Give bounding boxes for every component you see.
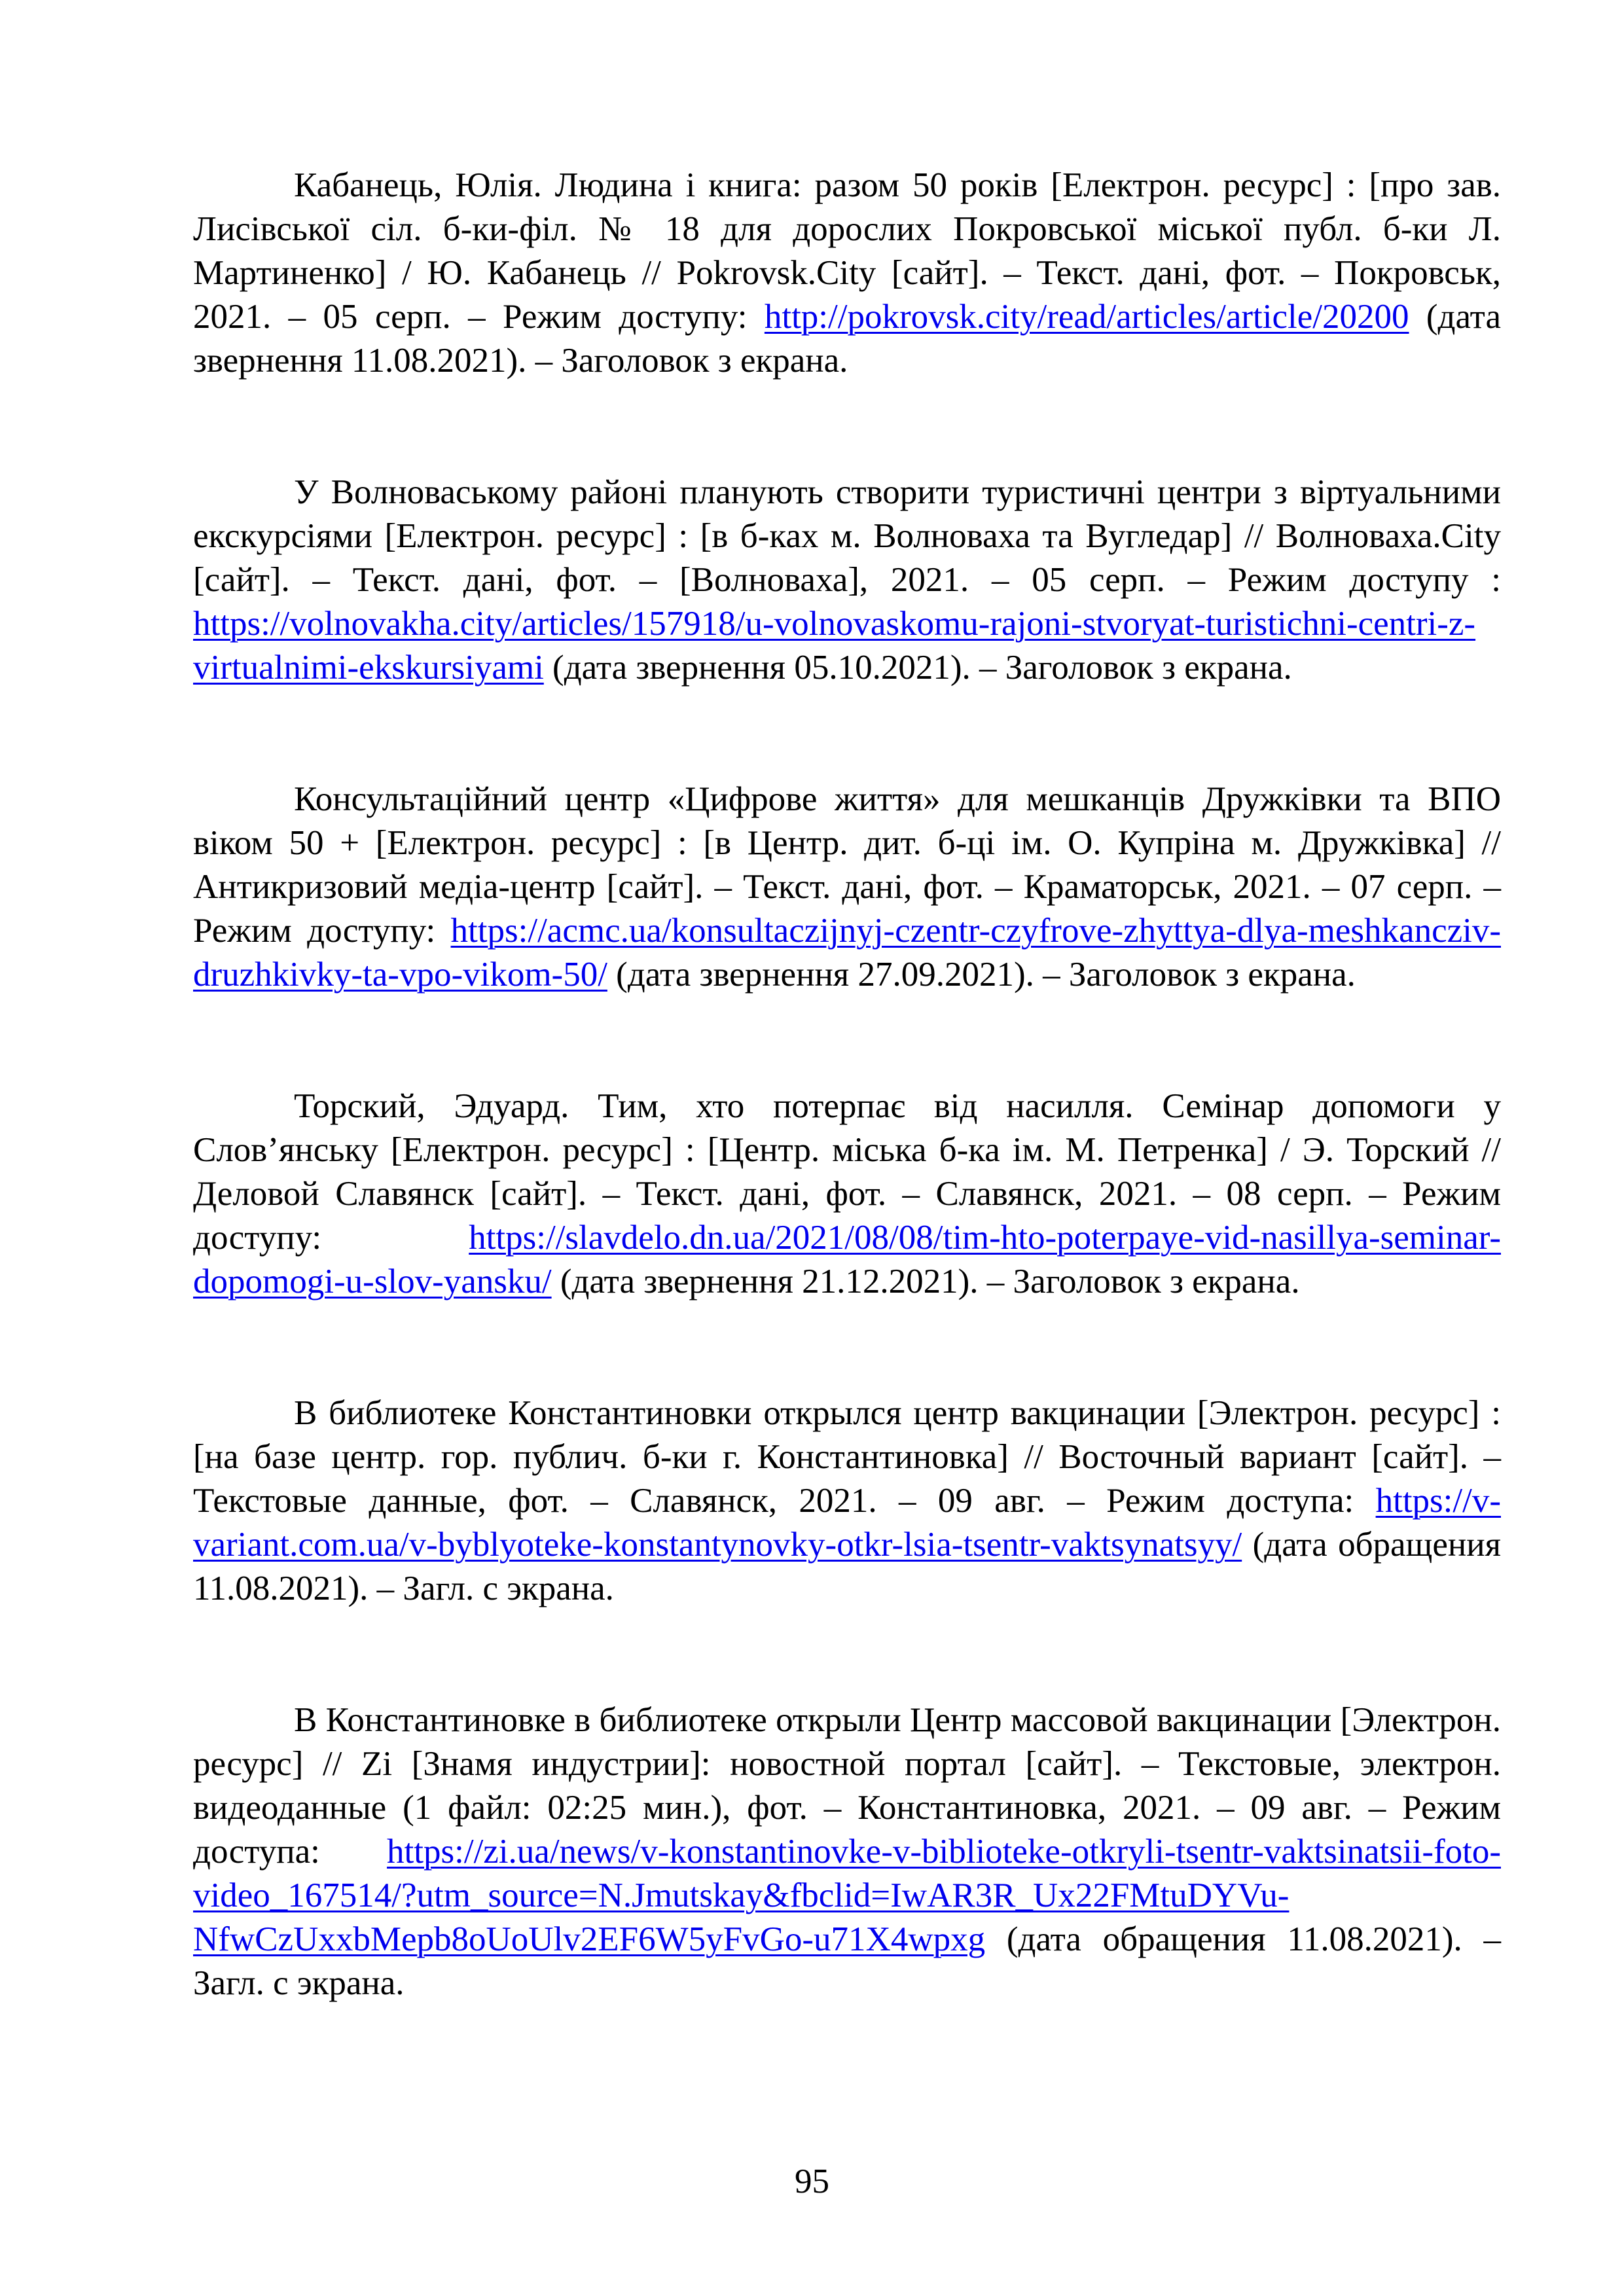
entry-text: Торский, Эдуард. Тим, хто потерпає від насилля. Семінар допомоги у Слов’янську [Електрон. ресурс] : [Центр. міська б-ка ім. М. Петренка] / Э. Торский // Деловой Славянск [сайт]. – Текст. дані, фот. – Славянск, 2021. – 08 серп. – Режим доступу: [193,1087,1501,1257]
entry-link[interactable]: https://volnovakha.city/articles/157918/u-volnovaskomu-rajoni-stvoryat-turistichni-centri-z-virtualnimi-ekskursiyami [193,605,1476,687]
entry-text: У Волноваському районі планують створити туристичні центри з віртуальними екскурсіями [Електрон. ресурс] : [в б-ках м. Волноваха та Вугледар] // Волноваха.City [сайт]. – Текст. дані, фот. – [Волноваха], 2021. – 05 серп. – Режим доступу : [193,473,1501,599]
entry-text: В Константиновке в библиотеке открыли Центр массовой вакцинации [Электрон. ресурс] // Zi [Знамя индустрии]: новостной портал [сайт]. – Текстовые, электрон. видеоданные (1 файл: 02:25 мин.), фот. – Константиновка, 2021. – 09 авг. – Режим доступа: [193,1701,1501,1871]
entry-link[interactable]: https://slavdelo.dn.ua/2021/08/08/tim-hto-poterpaye-vid-nasillya-seminar-dopomogi-u-slov-yansku/ [193,1219,1501,1300]
entry-text: (дата обращения 11.08.2021). – Загл. с экрана. [193,1526,1501,1607]
entry-link[interactable]: https://acmc.ua/konsultaczijnyj-czentr-czyfrove-zhyttya-dlya-meshkancziv-druzhkivky-ta-vpo-vikom-50/ [193,912,1501,994]
entry-text: (дата звернення 27.09.2021). – Заголовок з екрана. [607,956,1356,994]
bibliography-entry [193,471,1501,690]
bibliography-entry [193,1698,1501,2005]
page-number: 95 [795,2162,829,2200]
bibliography-entry [193,778,1501,997]
entry-text: В библиотеке Константиновки открылся центр вакцинации [Электрон. ресурс] : [на базе центр. гор. публич. б-ки г. Константиновка] // Восточный вариант [сайт]. – Текстовые данные, фот. – Славянск, 2021. – 09 авг. – Режим доступа: [193,1394,1501,1520]
entry-text: (дата звернення 05.10.2021). – Заголовок з екрана. [543,649,1292,687]
bibliography-entry [193,1085,1501,1304]
entry-text: (дата звернення 21.12.2021). – Заголовок з екрана. [551,1263,1300,1300]
entry-link[interactable]: https://zi.ua/news/v-konstantinovke-v-biblioteke-otkryli-tsentr-vaktsinatsii-foto-video_167514/?utm_source=N.Jmutskay&fbclid=IwAR3R_Ux22FMtuDYVu-NfwCzUxxbMepb8oUoUlv2EF6W5yFvGo-u71X4wpxg [193,1833,1501,1958]
entry-text: Кабанець, Юлія. Людина і книга: разом 50 років [Електрон. ресурс] : [про зав. Лисівської сіл. б-ки-філ. № 18 для дорослих Покровської міської публ. б-ки Л. Мартиненко] / Ю. Кабанець // Pokrovsk.City [сайт]. – Текст. дані, фот. – Покровськ, 2021. – 05 серп. – Режим доступу: [193,166,1501,336]
bibliography-entry [193,1391,1501,1611]
entry-link[interactable]: https://v-variant.com.ua/v-byblyoteke-konstantynovky-otkr-lsia-tsentr-vaktsynatsyy/ [193,1482,1501,1564]
document-body [193,164,1501,2093]
entry-text: (дата звернення 11.08.2021). – Заголовок з екрана. [193,298,1502,380]
entry-text: Консультаційний центр «Цифрове життя» для мешканців Дружківки та ВПО віком 50 + [Електрон. ресурс] : [в Центр. дит. б-ці ім. О. Купріна м. Дружківка] // Антикризовий медіа-центр [сайт]. – Текст. дані, фот. – Краматорськ, 2021. – 07 серп. – Режим доступу: [193,780,1501,950]
entry-link[interactable]: http://pokrovsk.city/read/articles/article/20200 [764,298,1409,336]
bibliography-entry [193,164,1501,383]
entry-text: (дата обращения 11.08.2021). – Загл. с экрана. [193,1920,1501,2002]
